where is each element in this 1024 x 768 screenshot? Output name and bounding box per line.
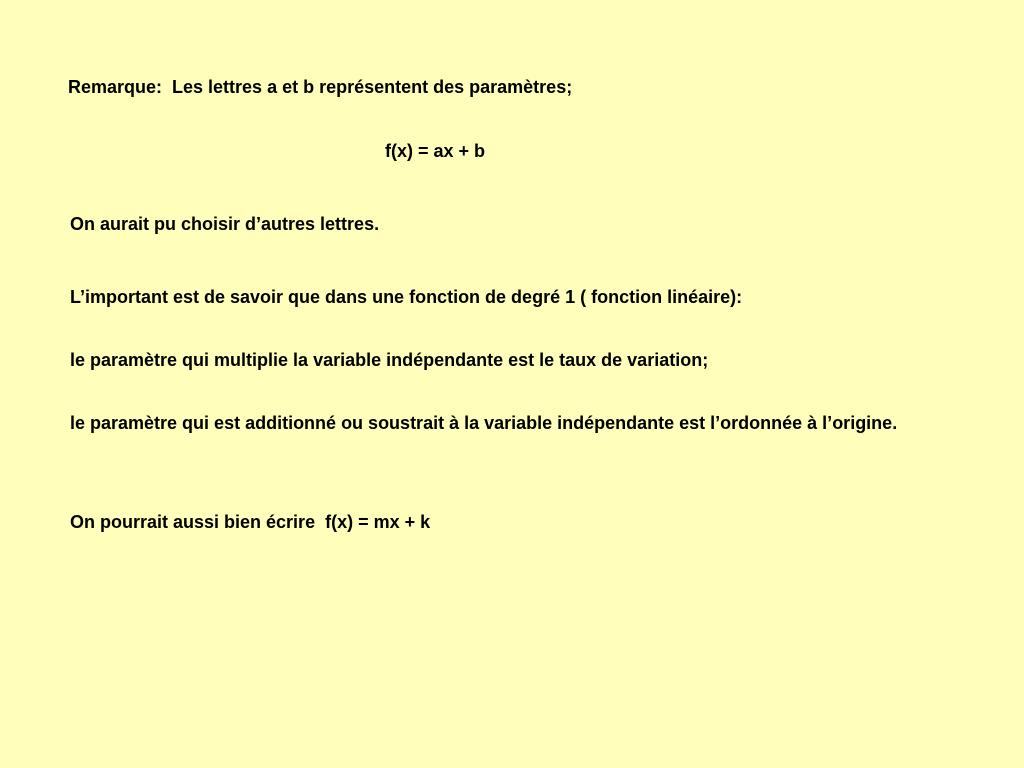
remark-text: Remarque: Les lettres a et b représentent des paramètres; (68, 77, 573, 97)
important-text: L’important est de savoir que dans une fonction de degré 1 ( fonction linéaire): (70, 287, 743, 307)
other-letters-text: On aurait pu choisir d’autres lettres. (70, 214, 380, 234)
alternative-formula-text: On pourrait aussi bien écrire f(x) = mx + k (70, 512, 431, 532)
slope-parameter-text: le paramètre qui multiplie la variable indépendante est le taux de variation; (70, 350, 709, 370)
formula-ax-plus-b: f(x) = ax + b (385, 141, 486, 161)
intercept-parameter-text: le paramètre qui est additionné ou soustrait à la variable indépendante est l’ordonnée à l’origine. (70, 413, 898, 433)
